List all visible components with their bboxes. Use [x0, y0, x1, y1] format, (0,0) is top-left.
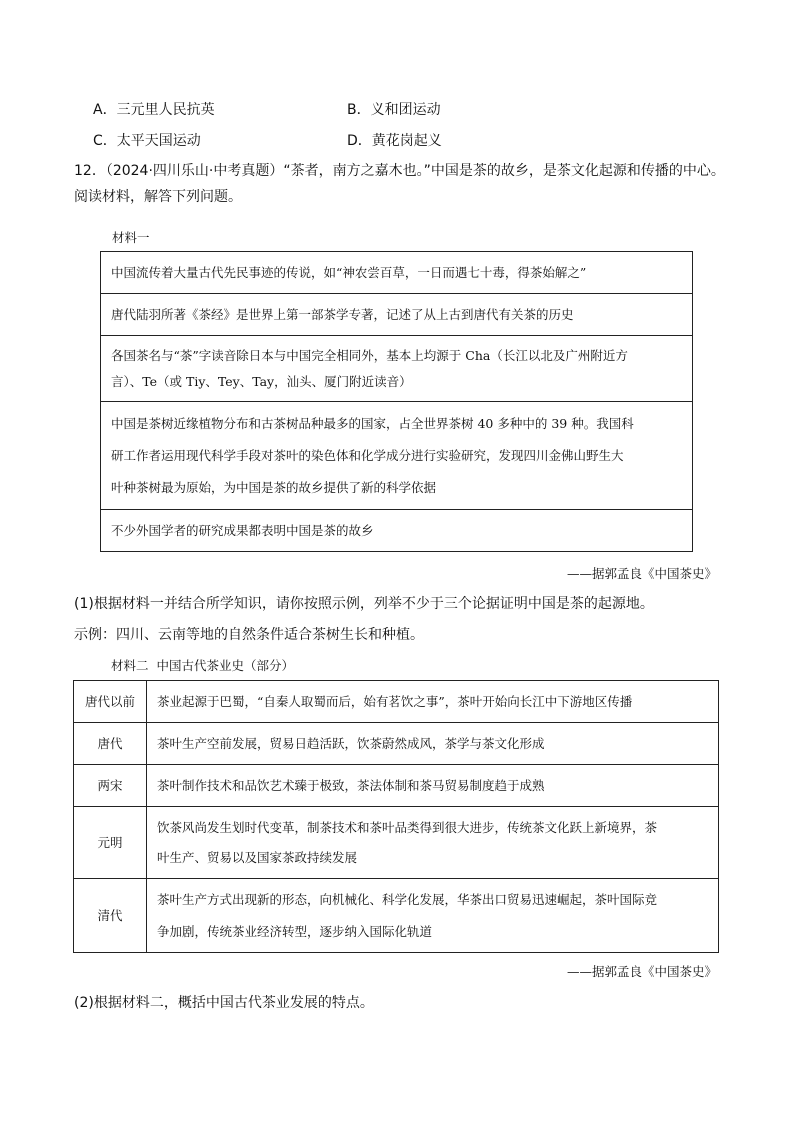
material1-cell: 不少外国学者的研究成果都表明中国是茶的故乡 [101, 510, 693, 552]
table-row [74, 879, 719, 953]
question-stem [74, 158, 725, 210]
era-cell: 元明 [74, 807, 147, 879]
table-row [101, 510, 693, 552]
option-a: A．三元里人民抗英 [93, 102, 215, 118]
table-row [101, 336, 693, 402]
material1-cell: 各国茶名与“茶”字读音除日本与中国完全相同外，基本上均源于 Cha（长江以北及广州附近方 言）、Te（或 Tiy、Tey、Tay，汕头、厦门附近读音） [101, 336, 693, 402]
material1-cell: 中国流传着大量古代先民事迹的传说，如“神农尝百草，一日而遇七十毒，得茶始解之” [101, 252, 693, 294]
material2-source: ——据郭孟良《中国茶史》 [566, 964, 717, 979]
table-row [101, 252, 693, 294]
desc-cell: 茶叶生产方式出现新的形态，向机械化、科学化发展，华茶出口贸易迅速崛起，茶叶国际竞 争加剧，传统茶业经济转型，逐步纳入国际化轨道 [147, 879, 719, 953]
q1-example: 示例：四川、云南等地的自然条件适合茶树生长和种植。 [74, 627, 424, 643]
table-row [74, 765, 719, 807]
q2-prompt: (2)根据材料二，概括中国古代茶业发展的特点。 [74, 995, 374, 1011]
material2-caption: 材料二 中国古代茶业史（部分） [111, 658, 294, 673]
table-row [74, 723, 719, 765]
option-b: B．义和团运动 [347, 102, 441, 118]
era-cell: 清代 [74, 879, 147, 953]
era-cell: 唐代 [74, 723, 147, 765]
table-row [74, 681, 719, 723]
era-cell: 唐代以前 [74, 681, 147, 723]
desc-cell: 茶叶生产空前发展，贸易日趋活跃，饮茶蔚然成风，茶学与茶文化形成 [147, 723, 719, 765]
question-line-1: 12．（2024·四川乐山·中考真题）“茶者，南方之嘉木也。”中国是茶的故乡，是茶文化起源和传播的中心。 [74, 163, 725, 179]
question-line-2: 阅读材料，解答下列问题。 [74, 189, 242, 205]
table-row [101, 294, 693, 336]
era-cell: 两宋 [74, 765, 147, 807]
desc-cell: 茶业起源于巴蜀，“自秦人取蜀而后，始有茗饮之事”，茶叶开始向长江中下游地区传播 [147, 681, 719, 723]
table-row [101, 402, 693, 510]
material1-cell: 中国是茶树近缘植物分布和古茶树品种最多的国家，占全世界茶树 40 多种中的 39 种。我国科 研工作者运用现代科学手段对茶叶的染色体和化学成分进行实验研究，发现四川金佛山野生大 叶种茶树最为原始，为中国是茶的故乡提供了新的科学依据 [101, 402, 693, 510]
option-d: D．黄花岗起义 [347, 133, 442, 149]
table-row [74, 807, 719, 879]
material2-table [73, 680, 719, 953]
option-c: C．太平天国运动 [93, 133, 201, 149]
desc-cell: 饮茶风尚发生划时代变革，制茶技术和茶叶品类得到很大进步，传统茶文化跃上新境界，茶 叶生产、贸易以及国家茶政持续发展 [147, 807, 719, 879]
material1-caption: 材料一 [112, 230, 150, 245]
material1-table [100, 251, 693, 552]
material1-source: ——据郭孟良《中国茶史》 [566, 566, 717, 581]
material1-cell: 唐代陆羽所著《茶经》是世界上第一部茶学专著，记述了从上古到唐代有关茶的历史 [101, 294, 693, 336]
desc-cell: 茶叶制作技术和品饮艺术臻于极致，茶法体制和茶马贸易制度趋于成熟 [147, 765, 719, 807]
q1-prompt: (1)根据材料一并结合所学知识，请你按照示例，列举不少于三个论据证明中国是茶的起源地。 [74, 596, 654, 612]
